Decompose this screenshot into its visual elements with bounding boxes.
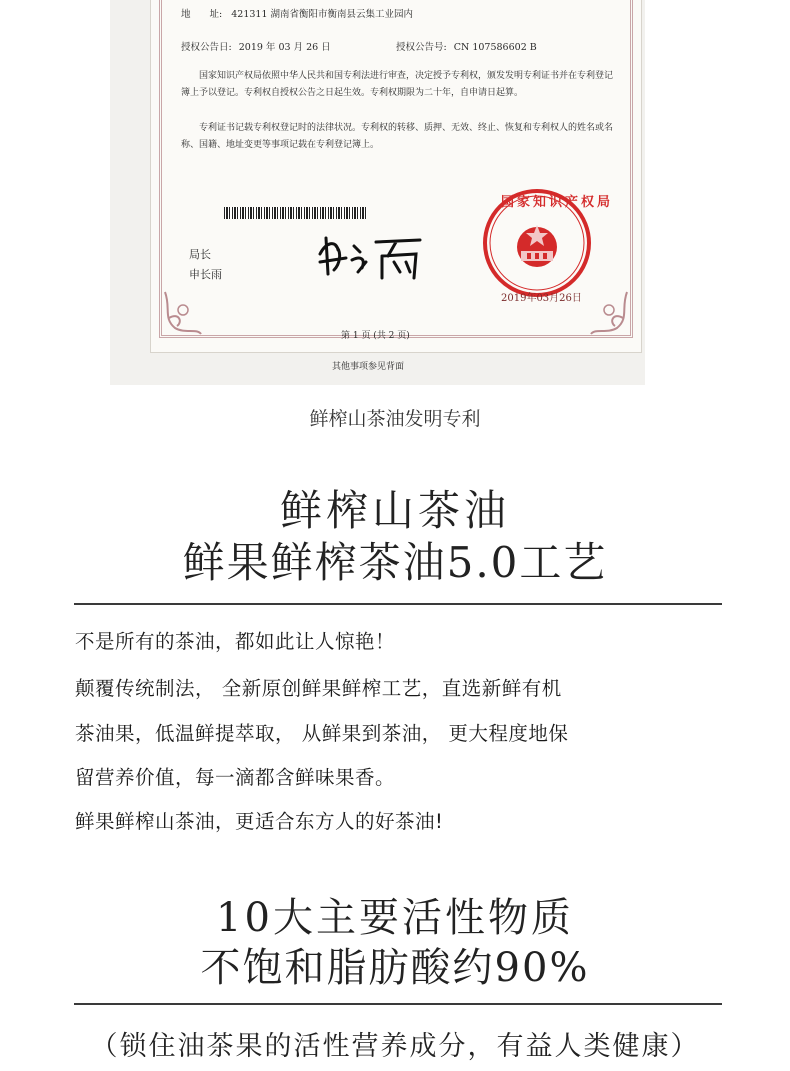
body-line-4: 留营养价值，每一滴都含鲜味果香。 [75, 766, 396, 789]
barcode [224, 207, 367, 219]
address-label: 地 址: [181, 9, 223, 20]
certificate-paper [150, 0, 642, 353]
footer-note: 其他事项参见背面 [332, 362, 405, 372]
divider-bottom [74, 1003, 722, 1005]
seal-date: 2019年03月26日 [501, 293, 582, 304]
body-line-1: 不是所有的茶油，都如此让人惊艳！ [75, 630, 396, 653]
announce-date-row [181, 37, 331, 59]
corner-ornament-left [161, 288, 221, 338]
director-signature [316, 232, 426, 284]
announce-number-label: 授权公告号: [396, 42, 447, 53]
seal-text: 国家知识产权局 [501, 195, 614, 210]
page-number: 第 1 页 (共 2 页) [341, 331, 410, 341]
body-line-5: 鲜果鲜榨山茶油，更适合东方人的好茶油! [75, 810, 444, 833]
announce-number-row [396, 37, 537, 59]
director-name: 申长雨 [189, 268, 222, 281]
body-line-2: 颠覆传统制法， 全新原创鲜果鲜榨工艺，直选新鲜有机 [75, 677, 562, 700]
heading-1-line-2: 鲜果鲜榨茶油5.0工艺 [182, 538, 608, 587]
certificate-paragraph-1: 国家知识产权局依照中华人民共和国专利法进行审查，决定授予专利权，颁发发明专利证书并在专利登记簿上予以登记。专利权自授权公告之日起生效。专利权期限为二十年，自申请日起算。 [181, 71, 614, 98]
announce-number-value: CN 107586602 B [453, 42, 537, 53]
patent-certificate-image [110, 0, 645, 385]
heading-2-line-2: 不饱和脂肪酸约90% [200, 945, 590, 991]
bottom-note: （锁住油茶果的活性营养成分，有益人类健康） [90, 1031, 700, 1062]
announce-date-value: 2019 年 03 月 26 日 [238, 42, 331, 53]
certificate-paragraph-2: 专利证书记载专利权登记时的法律状况。专利权的转移、质押、无效、终止、恢复和专利权人的姓名或名称、国籍、地址变更等事项记载在专利登记簿上。 [181, 123, 614, 150]
certificate-caption: 鲜榨山茶油发明专利 [309, 408, 481, 430]
divider-top [74, 603, 722, 605]
address-row [181, 4, 413, 26]
heading-2-line-1: 10大主要活性物质 [216, 895, 574, 941]
heading-1-line-1: 鲜榨山茶油 [279, 486, 510, 535]
announce-date-label: 授权公告日: [181, 42, 232, 53]
address-value: 421311 湖南省衡阳市衡南县云集工业园内 [231, 9, 414, 20]
body-line-3: 茶油果，低温鲜提萃取， 从鲜果到茶油， 更大程度地保 [75, 722, 569, 745]
corner-ornament-right [571, 288, 631, 338]
director-title: 局长 [189, 248, 211, 261]
